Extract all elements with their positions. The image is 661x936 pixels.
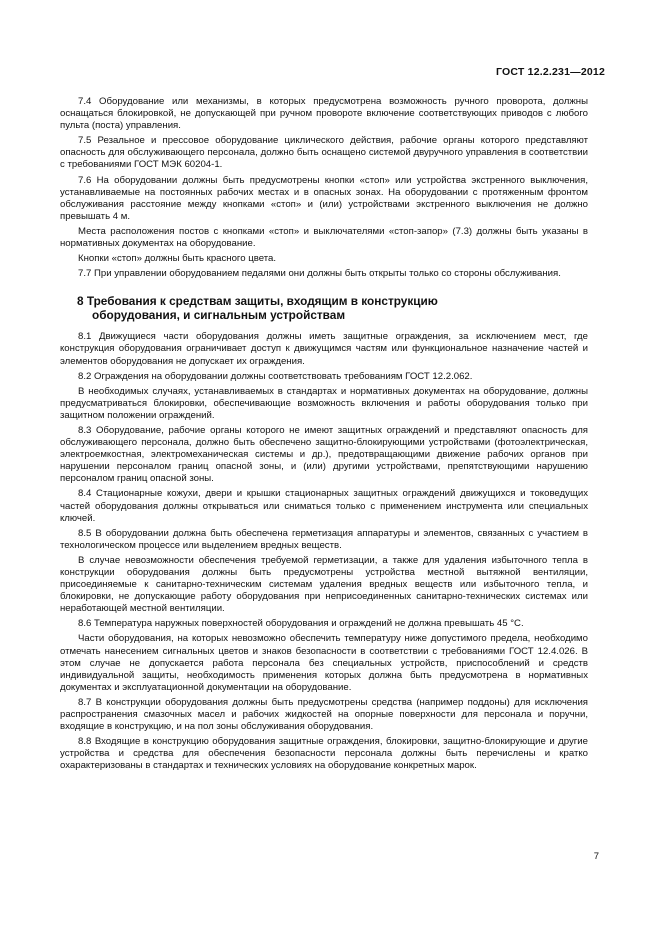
paragraph-8-8: 8.8 Входящие в конструкцию оборудования защитные ограждения, блокировки, защитно-блокирующие и другие устройства и средства для обеспечения безопасности персонала должны быть перечислены и кратко охарактеризованы в стандартах и технических условиях на оборудование конкретных марок.	[60, 736, 588, 772]
page-number: 7	[593, 851, 599, 862]
paragraph-8-2-cont: В необходимых случаях, устанавливаемых в стандартах и нормативных документах на оборудование, должны предусматриваться блокировки, обеспечивающие возможность включения и работы оборудования только при защитном положении ограждений.	[60, 385, 588, 421]
paragraph-8-6: 8.6 Температура наружных поверхностей оборудования и ограждений не должна превышать 45 °С.	[78, 618, 524, 630]
paragraph-8-1: 8.1 Движущиеся части оборудования должны иметь защитные ограждения, за исключением мест, где конструкция оборудования ограничивает доступ к движущимся частям или функциональное назначение частей и элементов оборудования не допускает их ограждения.	[60, 331, 588, 367]
paragraph-8-5-cont: В случае невозможности обеспечения требуемой герметизации, а также для удаления избыточного тепла в конструкции оборудования должны быть предусмотрены устройства местной вытяжной вентиляции, присоединяемые к санитарно-техническим системам удаления вредных веществ или избыточного тепла, и блокировки, не допускающие работу оборудования при неприсоединенных санитарно-технических системах или неработающей местной вентиляции.	[60, 554, 588, 615]
paragraph-8-3: 8.3 Оборудование, рабочие органы которого не имеют защитных ограждений и представляют опасность для обслуживающего персонала, должно быть обеспечено защитно-блокирующими устройствами (фотоэлектрическая, электроемкостная, электромеханическая системы и др.), предотвращающими движение рабочих органов при нарушении персоналом границ опасной зоны, и (или) другими устройствами, препятствующими нарушению персоналом границ опасной зоны.	[60, 424, 588, 485]
section-8-heading	[60, 294, 588, 322]
document-body	[60, 96, 588, 776]
paragraph-8-7: 8.7 В конструкции оборудования должны быть предусмотрены средства (например поддоны) для исключения распространения смазочных масел и рабочих жидкостей на опорные поверхности для персонала и поручни, входящие в конструкцию, и на пол зоны обслуживания оборудования.	[60, 696, 588, 733]
paragraph-8-2: 8.2 Ограждения на оборудовании должны соответствовать требованиям ГОСТ 12.2.062.	[78, 370, 473, 382]
section-8-title-line1: 8 Требования к средствам защиты, входящим в конструкцию	[77, 294, 438, 309]
paragraph-7-6: 7.6 На оборудовании должны быть предусмотрены кнопки «стоп» или устройства экстренного выключения, устанавливаемые на постоянных рабочих местах и в опасных зонах. На оборудовании с протяженным фронтом обслуживания расстояние между кнопками «стоп» и (или) устройствами экстренного выключения не должно превышать 4 м.	[60, 174, 588, 222]
paragraph-8-6-cont: Части оборудования, на которых невозможно обеспечить температуру ниже допустимого предела, необходимо отмечать нанесением сигнальных цветов и знаков безопасности в соответствии с требованиями ГОСТ 12.4.026. В этом случае не допускается работа персонала без специальных устройств, приспособлений и средств индивидуальной защиты, необходимость применения которых должна быть предусмотрена в нормативных документах и эксплуатационной документации на оборудование.	[60, 633, 588, 693]
paragraph-8-4: 8.4 Стационарные кожухи, двери и крышки стационарных защитных ограждений движущихся и токоведущих частей оборудования должны открываться или сниматься только с применением инструмента или специальных ключей.	[60, 488, 588, 524]
section-8-title-line2: оборудования, и сигнальным устройствам	[92, 308, 346, 323]
paragraph-7-4: 7.4 Оборудование или механизмы, в которых предусмотрена возможность ручного проворота, должны оснащаться блокировкой, не допускающей при ручном провороте включение соответствующих приводов с любого пульта (поста) управления.	[60, 96, 588, 132]
paragraph-stop-color: Кнопки «стоп» должны быть красного цвета.	[78, 253, 277, 265]
paragraph-7-7: 7.7 При управлении оборудованием педалями они должны быть открыты только со стороны обслуживания.	[78, 268, 561, 280]
paragraph-8-5: 8.5 В оборудовании должна быть обеспечена герметизация аппаратуры и элементов, связанных с участием в технологическом процессе или выделением вредных веществ.	[60, 527, 588, 551]
document-code-header: ГОСТ 12.2.231—2012	[496, 66, 605, 78]
paragraph-stop-posts: Места расположения постов с кнопками «стоп» и выключателями «стоп-запор» (7.3) должны быть указаны в нормативных документах на оборудование.	[60, 225, 588, 250]
paragraph-7-5: 7.5 Резальное и прессовое оборудование циклического действия, рабочие органы которого представляют опасность для обслуживающего персонала, должно быть оснащено системой двуручного управления в соответствии с требованиями ГОСТ МЭК 60204-1.	[60, 135, 588, 171]
